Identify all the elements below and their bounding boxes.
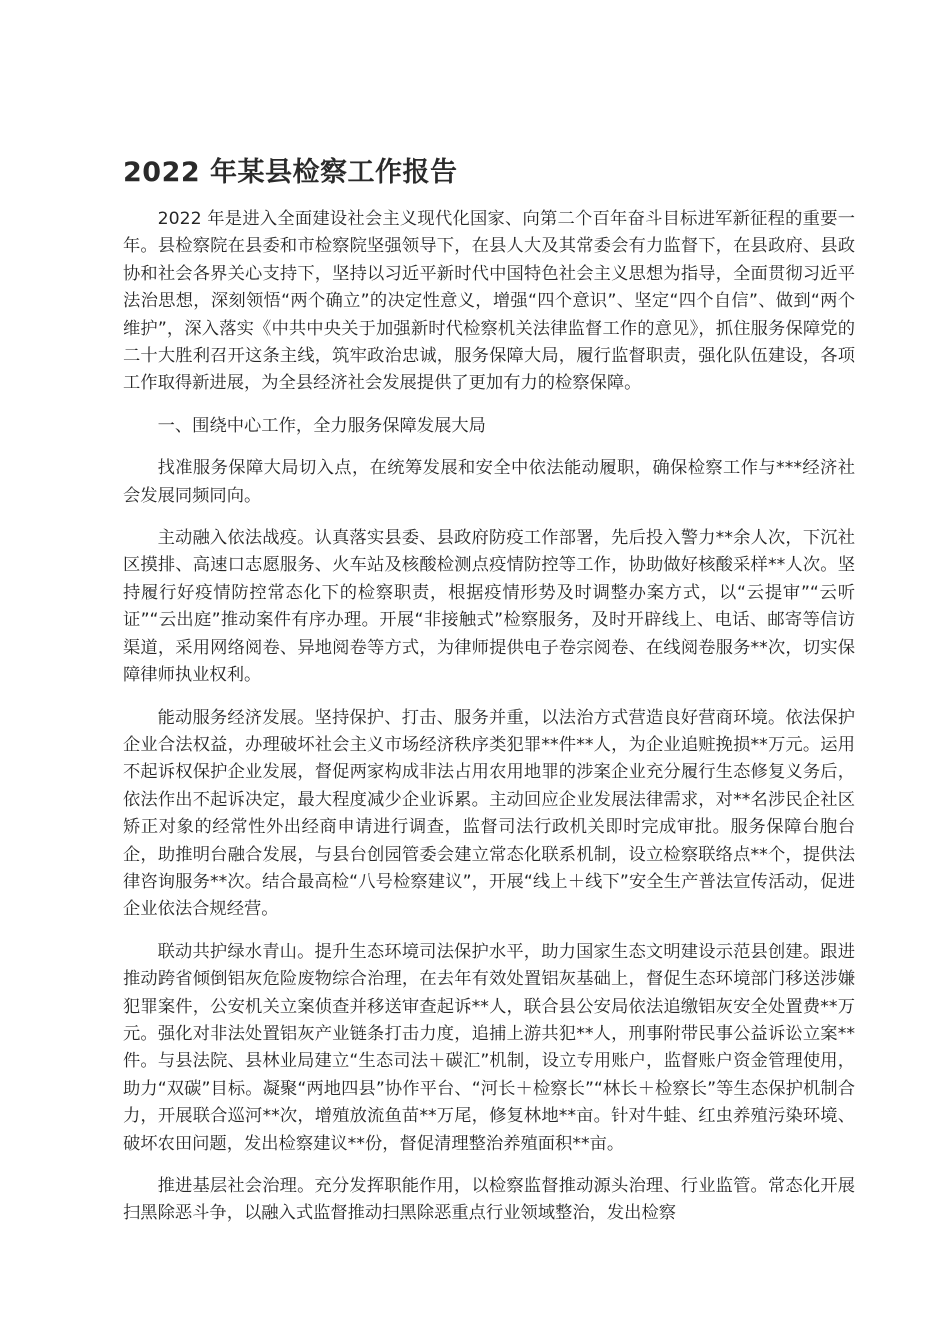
document-title: 2022 年某县检察工作报告: [123, 157, 458, 188]
ecology-paragraph: 联动共护绿水青山。提升生态环境司法保护水平，助力国家生态文明建设示范县创建。跟进推动跨省倾倒铝灰危险废物综合治理，在去年有效处置铝灰基础上，督促生态环境部门移送涉嫌犯罪案件，公安机关立案侦查并移送审查起诉**人，联合县公安局依法追缴铝灰安全处置费**万元。强化对非法处置铝灰产业链条打击力度，追捕上游共犯**人，刑事附带民事公益诉讼立案**件。与县法院、县林业局建立“生态司法＋碳汇”机制，设立专用账户，监督账户资金管理使用，助力“双碳”目标。凝聚“两地四县”协作平台、“河长＋检察长”“林长＋检察长”等生态保护机制合力，开展联合巡河**次，增殖放流鱼苗**万尾，修复林地**亩。针对牛蛙、红虫养殖污染环境、破坏农田问题，发出检察建议**份，督促清理整治养殖面积**亩。: [123, 941, 855, 1154]
governance-paragraph: 推进基层社会治理。充分发挥职能作用，以检察监督推动源头治理、行业监管。常态化开展扫黑除恶斗争，以融入式监督推动扫黑除恶重点行业领域整治，发出检察: [123, 1176, 855, 1224]
intro-paragraph: 2022 年是进入全面建设社会主义现代化国家、向第二个百年奋斗目标进军新征程的重要一年。县检察院在县委和市检察院坚强领导下，在县人大及其常委会有力监督下，在县政府、县政协和社会各界关心支持下，坚持以习近平新时代中国特色社会主义思想为指导，全面贯彻习近平法治思想，深刻领悟“两个确立”的决定性意义，增强“四个意识”、坚定“四个自信”、做到“两个维护”，深入落实《中共中央关于加强新时代检察机关法律监督工作的意见》，抓住服务保障党的二十大胜利召开这条主线，筑牢政治忠诚，服务保障大局，履行监督职责，强化队伍建设，各项工作取得新进展，为全县经济社会发展提供了更加有力的检察保障。: [123, 209, 855, 394]
economy-paragraph: 能动服务经济发展。坚持保护、打击、服务并重，以法治方式营造良好营商环境。依法保护企业合法权益，办理破坏社会主义市场经济秩序类犯罪**件**人，为企业追赃挽损**万元。运用不起诉权保护企业发展，督促两家构成非法占用农用地罪的涉案企业充分履行生态修复义务后，依法作出不起诉决定，最大程度减少企业诉累。主动回应企业发展法律需求，对**名涉民企社区矫正对象的经常性外出经商申请进行调查，监督司法行政机关即时完成审批。服务保障台胞台企，助推明台融合发展，与县台创园管委会建立常态化联系机制，设立检察联络点**个，提供法律咨询服务**次。结合最高检“八号检察建议”，开展“线上＋线下”安全生产普法宣传活动，促进企业依法合规经营。: [123, 707, 855, 920]
section-1-intro-paragraph: 找准服务保障大局切入点，在统筹发展和安全中依法能动履职，确保检察工作与***经济社会发展同频同向。: [123, 458, 855, 506]
section-heading-1: 一、围绕中心工作，全力服务保障发展大局: [157, 415, 486, 436]
document-page: [123, 150, 855, 1243]
epidemic-paragraph: 主动融入依法战疫。认真落实县委、县政府防疫工作部署，先后投入警力**余人次，下沉社区摸排、高速口志愿服务、火车站及核酸检测点疫情防控等工作，协助做好核酸采样**人次。坚持履行好疫情防控常态化下的检察职责，根据疫情形势及时调整办案方式，以“云提审”“云听证”“云出庭”推动案件有序办理。开展“非接触式”检察服务，及时开辟线上、电话、邮寄等信访渠道，采用网络阅卷、异地阅卷等方式，为律师提供电子卷宗阅卷、在线阅卷服务**次，切实保障律师执业权利。: [123, 528, 855, 686]
